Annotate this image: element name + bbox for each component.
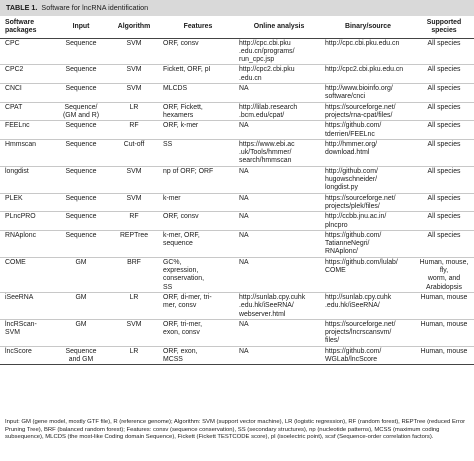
software-name-cell-line: RNAplonc [5,231,37,239]
features-cell [160,84,236,103]
online-analysis-cell-line: .edu.cn/programs/ [239,47,295,55]
algorithm-cell [108,84,160,103]
binary-source-cell-line: hugowschneider/ [325,176,378,184]
input-cell [54,230,108,257]
supported-species-cell-line: All species [427,194,461,202]
input-cell [54,139,108,166]
table-footnote: Input: GM (gene model, mostly GTF file), R (reference genome); Algorithm: SVM (support vector machine), LR (logistic regression), RF (random forest), REPTree (reduced Error Pruning Tree), BRF (balanced random forest); Features: consv (sequence conservation), SS (secondary structures), np (nucleotide patterns), MCSS (maximum coding subsequence), MLCDS (the most-like Coding domain Sequence), Fickett (Fickett TESTCODE score), pI (isoelectric point), scsf (Sequence-order correlation factors). [5,419,466,440]
software-name-cell-line: lncRScan- [5,320,37,328]
binary-source-cell-line: projects/lncrscansvm/ [325,329,392,337]
binary-source-cell-line: files/ [325,337,340,345]
software-name-cell-line: COME [5,258,26,266]
algorithm-cell [108,230,160,257]
online-analysis-cell-line: webserver.html [239,310,286,318]
online-analysis-cell-line: run_cpc.jsp [239,56,275,64]
supported-species-cell-line: worm, and [427,275,461,283]
software-table [0,17,474,365]
features-cell [160,230,236,257]
binary-source-cell-line: projects/plek/files/ [325,202,380,210]
supported-species-cell [414,319,474,346]
supported-species-cell-line: Human, mouse [420,347,468,355]
features-cell [160,346,236,365]
input-cell-line: Sequence [65,167,97,175]
binary-source-cell [322,257,414,292]
supported-species-cell [414,346,474,365]
online-analysis-cell-line: NA [239,347,249,355]
binary-source-cell-line: WGLab/lncScore [325,355,378,363]
column-header: Algorithm [108,17,160,38]
input-cell [54,84,108,103]
features-cell-line: MCSS [163,355,183,363]
binary-source-cell-line: tderrien/FEELnc [325,130,375,138]
table-caption [0,0,474,16]
software-name-cell-line: CPC [5,39,20,47]
online-analysis-cell-line: NA [239,213,249,221]
features-cell [160,212,236,231]
features-cell [160,292,236,319]
binary-source-cell [322,212,414,231]
supported-species-cell [414,84,474,103]
table-row [0,346,474,365]
binary-source-cell-line: http://ccbb.jnu.ac.in/ [325,213,387,221]
online-analysis-cell-line: https://www.ebi.ac [239,140,295,148]
software-name-cell [0,346,54,365]
features-cell-line: k-mer [163,194,181,202]
software-name-cell [0,319,54,346]
features-cell-line: mer, consv [163,302,197,310]
supported-species-cell-line: All species [427,122,461,130]
software-name-cell [0,212,54,231]
features-cell [160,65,236,84]
binary-source-cell-line: https://github.com/lulab/ [325,258,398,266]
input-cell [54,257,108,292]
input-cell-line: Sequence [65,122,97,130]
online-analysis-cell-line: NA [239,258,249,266]
software-name-cell [0,84,54,103]
binary-source-cell-line: plncpro [325,221,348,229]
features-cell-line: MLCDS [163,85,188,93]
binary-source-cell-line: https://github.com/ [325,231,382,239]
binary-source-cell [322,230,414,257]
features-cell-line: Fickett, ORF, pI [163,66,211,74]
input-cell-line: Sequence [65,66,97,74]
binary-source-cell-line: http://hmmer.org/ [325,140,378,148]
supported-species-cell [414,121,474,140]
online-analysis-cell-line: http://cpc2.cbi.pku [239,66,295,74]
binary-source-cell [322,121,414,140]
supported-species-cell [414,257,474,292]
input-cell-line: GM [75,258,87,266]
algorithm-cell-line: REPTree [119,231,149,239]
binary-source-cell-line: http://cpc2.cbi.pku.edu.cn [325,66,404,74]
binary-source-cell [322,292,414,319]
input-cell [54,121,108,140]
input-cell-line: Sequence [65,85,97,93]
software-name-cell-line: SVM [5,329,20,337]
features-cell-line: ORF, k-mer [163,122,199,130]
table-row [0,102,474,121]
features-cell-line: conservation, [163,275,204,283]
input-cell-line: Sequence [65,347,97,355]
features-cell [160,121,236,140]
software-name-cell-line: CPAT [5,103,23,111]
supported-species-cell [414,166,474,193]
table-row [0,84,474,103]
table-row [0,121,474,140]
input-cell [54,65,108,84]
features-cell [160,257,236,292]
binary-source-cell-line: TatianneNegri/ [325,240,370,248]
online-analysis-cell [236,346,322,365]
algorithm-cell-line: SVM [126,85,142,93]
features-cell [160,319,236,346]
table-row [0,139,474,166]
software-name-cell-line: iSeeRNA [5,293,34,301]
software-name-cell-line: lncScore [5,347,32,355]
binary-source-cell-line: https://sourceforge.net/ [325,320,396,328]
supported-species-cell-line: All species [427,167,461,175]
features-cell-line: SS [163,140,173,148]
input-cell-line: Sequence [65,213,97,221]
features-cell [160,102,236,121]
table-caption-label: TABLE 1. [6,3,38,12]
software-name-cell [0,230,54,257]
input-cell-line: Sequence [65,194,97,202]
binary-source-cell [322,346,414,365]
table-row [0,292,474,319]
supported-species-cell-line: All species [427,213,461,221]
supported-species-cell-line: Human, mouse, fly, [419,258,469,275]
features-cell-line: SS [163,283,173,291]
supported-species-cell-line: All species [427,39,461,47]
software-name-cell [0,65,54,84]
supported-species-cell-line: All species [427,231,461,239]
online-analysis-cell [236,102,322,121]
online-analysis-cell-line: http://lilab.research [239,103,298,111]
input-cell-line: GM [75,320,87,328]
online-analysis-cell-line: .edu.cn [239,74,262,82]
binary-source-cell-line: http://cpc.cbi.pku.edu.cn [325,39,400,47]
column-header: Online analysis [236,17,322,38]
online-analysis-cell [236,38,322,65]
table-row [0,38,474,65]
software-name-cell [0,257,54,292]
online-analysis-cell-line: NA [239,320,249,328]
input-cell [54,193,108,212]
algorithm-cell [108,121,160,140]
binary-source-cell-line: https://github.com/ [325,122,382,130]
online-analysis-cell-line: http://sunlab.cpy.cuhk [239,293,306,301]
column-header: Software packages [0,17,54,38]
algorithm-cell [108,257,160,292]
supported-species-cell-line: Arabidopsis [425,283,462,291]
software-name-cell-line: CPC2 [5,66,24,74]
binary-source-cell-line: https://sourceforge.net/ [325,194,396,202]
supported-species-cell-line: Human, mouse [420,320,468,328]
input-cell-line: Sequence [65,231,97,239]
supported-species-cell-line: All species [427,85,461,93]
binary-source-cell-line: longdist.py [325,184,358,192]
binary-source-cell-line: https://sourceforge.net/ [325,103,396,111]
software-name-cell-line: Hmmscan [5,140,37,148]
algorithm-cell-line: SVM [126,66,142,74]
algorithm-cell [108,346,160,365]
column-header: Binary/source [322,17,414,38]
binary-source-cell-line: COME [325,267,346,275]
online-analysis-cell-line: NA [239,167,249,175]
table-row [0,166,474,193]
online-analysis-cell-line: search/hmmscan [239,157,292,165]
software-name-cell-line: longdist [5,167,29,175]
online-analysis-cell [236,257,322,292]
binary-source-cell [322,84,414,103]
input-cell [54,346,108,365]
features-cell-line: ORF, consv [163,39,199,47]
binary-source-cell-line: http://sunlab.cpy.cuhk [325,293,392,301]
table-row [0,65,474,84]
binary-source-cell [322,38,414,65]
algorithm-cell-line: Cut-off [123,140,145,148]
input-cell-line: Sequence/ [64,103,98,111]
binary-source-cell-line: projects/rna-cpat/files/ [325,111,393,119]
input-cell [54,212,108,231]
binary-source-cell [322,139,414,166]
table-header-row [0,17,474,38]
features-cell-line: expression, [163,267,199,275]
features-cell-line: np of ORF; ORF [163,167,214,175]
algorithm-cell [108,166,160,193]
software-name-cell [0,193,54,212]
algorithm-cell [108,38,160,65]
input-cell-line: GM [75,293,87,301]
online-analysis-cell [236,193,322,212]
software-name-cell [0,292,54,319]
input-cell [54,166,108,193]
supported-species-cell [414,102,474,121]
algorithm-cell-line: SVM [126,320,142,328]
algorithm-cell [108,212,160,231]
online-analysis-cell-line: NA [239,231,249,239]
online-analysis-cell-line: .uk/Tools/hmmer/ [239,149,292,157]
supported-species-cell [414,212,474,231]
algorithm-cell [108,139,160,166]
algorithm-cell [108,319,160,346]
input-cell-line: (GM and R) [63,111,99,119]
column-header: Input [54,17,108,38]
supported-species-cell-line: All species [427,66,461,74]
features-cell-line: GC%, [163,258,182,266]
features-cell [160,139,236,166]
algorithm-cell-line: BRF [127,258,141,266]
supported-species-cell [414,230,474,257]
input-cell-line: Sequence [65,140,97,148]
input-cell-line: and GM [68,355,94,363]
algorithm-cell-line: SVM [126,39,142,47]
algorithm-cell-line: SVM [126,167,142,175]
software-name-cell [0,166,54,193]
input-cell [54,292,108,319]
table-row [0,230,474,257]
software-name-cell-line: PLncPRO [5,213,36,221]
binary-source-cell [322,65,414,84]
binary-source-cell-line: https://github.com/ [325,347,382,355]
online-analysis-cell [236,84,322,103]
input-cell-line: Sequence [65,39,97,47]
binary-source-cell [322,102,414,121]
online-analysis-cell-line: NA [239,122,249,130]
online-analysis-cell [236,292,322,319]
online-analysis-cell [236,230,322,257]
online-analysis-cell [236,65,322,84]
software-name-cell [0,102,54,121]
software-name-cell [0,38,54,65]
software-name-cell [0,139,54,166]
features-cell-line: ORF, Fickett, [163,103,203,111]
software-name-cell-line: PLEK [5,194,23,202]
algorithm-cell-line: RF [129,213,139,221]
supported-species-cell-line: All species [427,140,461,148]
features-cell [160,38,236,65]
algorithm-cell [108,102,160,121]
supported-species-cell [414,292,474,319]
supported-species-cell [414,193,474,212]
binary-source-cell-line: .edu.hk/iSeeRNA/ [325,302,380,310]
features-cell [160,166,236,193]
supported-species-cell-line: Human, mouse [420,293,468,301]
features-cell-line: hexamers [163,111,194,119]
table-row [0,193,474,212]
binary-source-cell [322,319,414,346]
software-name-cell-line: FEELnc [5,122,30,130]
features-cell-line: ORF, consv [163,213,199,221]
binary-source-cell [322,166,414,193]
algorithm-cell-line: SVM [126,194,142,202]
online-analysis-cell-line: http://cpc.cbi.pku [239,39,291,47]
features-cell-line: sequence [163,240,193,248]
binary-source-cell-line: software/cnci [325,93,366,101]
features-cell-line: ORF, tri-mer, [163,320,203,328]
binary-source-cell-line: download.html [325,149,370,157]
features-cell-line: ORF, exon, [163,347,198,355]
binary-source-cell [322,193,414,212]
column-header: Features [160,17,236,38]
supported-species-cell [414,65,474,84]
algorithm-cell-line: RF [129,122,139,130]
online-analysis-cell-line: NA [239,85,249,93]
table-row [0,212,474,231]
binary-source-cell-line: http://www.bioinfo.org/ [325,85,393,93]
online-analysis-cell [236,166,322,193]
supported-species-cell [414,38,474,65]
binary-source-cell-line: http://github.com/ [325,167,378,175]
online-analysis-cell [236,139,322,166]
online-analysis-cell-line: .bcm.edu/cpat/ [239,111,285,119]
online-analysis-cell [236,121,322,140]
algorithm-cell-line: LR [129,293,139,301]
input-cell [54,102,108,121]
algorithm-cell-line: LR [129,103,139,111]
software-name-cell-line: CNCI [5,85,22,93]
algorithm-cell [108,292,160,319]
binary-source-cell-line: RNAplonc/ [325,248,358,256]
software-name-cell [0,121,54,140]
features-cell-line: exon, consv [163,329,200,337]
online-analysis-cell-line: NA [239,194,249,202]
table-row [0,257,474,292]
online-analysis-cell-line: .edu.hk/iSeeRNA/ [239,302,294,310]
online-analysis-cell [236,212,322,231]
algorithm-cell [108,193,160,212]
table-row [0,319,474,346]
input-cell [54,38,108,65]
features-cell-line: ORF, di-mer, tri- [163,293,212,301]
algorithm-cell [108,65,160,84]
table-caption-text: Software for lncRNA identification [41,3,149,12]
features-cell-line: k-mer, ORF, [163,231,200,239]
features-cell [160,193,236,212]
column-header: Supported species [414,17,474,38]
supported-species-cell [414,139,474,166]
online-analysis-cell [236,319,322,346]
algorithm-cell-line: LR [129,347,139,355]
supported-species-cell-line: All species [427,103,461,111]
input-cell [54,319,108,346]
